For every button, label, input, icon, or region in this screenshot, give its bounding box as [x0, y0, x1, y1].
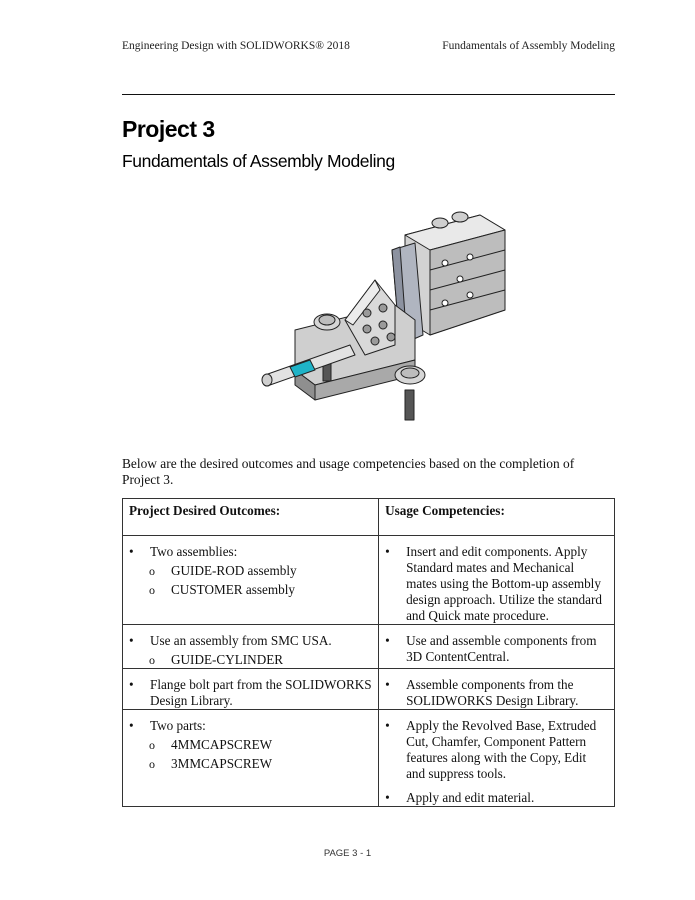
- column-header-competencies: Usage Competencies:: [379, 499, 615, 536]
- bullet-icon: •: [129, 633, 134, 648]
- outcome-text: Flange bolt part from the SOLIDWORKS Design Library.: [150, 677, 372, 708]
- column-header-outcomes: Project Desired Outcomes:: [123, 499, 379, 536]
- page-number-footer: PAGE 3 - 1: [323, 848, 372, 859]
- page-subtitle: Fundamentals of Assembly Modeling: [122, 151, 395, 171]
- sub-item: 3MMCAPSCREW: [171, 756, 273, 771]
- sub-item: CUSTOMER assembly: [171, 582, 295, 597]
- bullet-icon: •: [385, 544, 390, 559]
- competency-text: Apply the Revolved Base, Extruded Cut, Chamfer, Component Pattern features along with the Copy, Edit and suppress tools.: [406, 718, 597, 781]
- outcome-text: Two parts:: [150, 718, 206, 733]
- outcome-cell: [123, 625, 379, 669]
- outcome-cell: [123, 710, 379, 807]
- page-title: Project 3: [122, 116, 215, 142]
- sub-item: 4MMCAPSCREW: [171, 737, 273, 752]
- outcome-text: Use an assembly from SMC USA.: [150, 633, 332, 648]
- intro-paragraph: Below are the desired outcomes and usage competencies based on the completion of Project 3.: [122, 456, 575, 487]
- outcome-cell: [123, 669, 379, 710]
- header-rule: [122, 94, 615, 95]
- table-header-row: [123, 499, 615, 536]
- guide-rod-assembly-illustration: [255, 195, 515, 440]
- outcome-cell: [123, 536, 379, 625]
- competency-cell: [379, 625, 615, 669]
- table-row: [123, 536, 615, 625]
- circle-bullet-icon: o: [149, 583, 155, 597]
- competency-text: Assemble components from the SOLIDWORKS Design Library.: [406, 677, 579, 708]
- bullet-icon: •: [385, 790, 390, 805]
- competency-text: Insert and edit components. Apply Standard mates and Mechanical mates using the Bottom-up assembly design approach. Utilize the standard and Quick mate procedure.: [406, 544, 602, 623]
- table-row: [123, 710, 615, 807]
- table-row: [123, 625, 615, 669]
- competency-text: Apply and edit material.: [406, 790, 535, 805]
- competency-cell: [379, 536, 615, 625]
- running-header-left: Engineering Design with SOLIDWORKS® 2018: [122, 40, 350, 52]
- table-row: [123, 669, 615, 710]
- bullet-icon: •: [385, 633, 390, 648]
- sub-item: GUIDE-CYLINDER: [171, 652, 284, 667]
- competency-text: Use and assemble components from 3D ContentCentral.: [406, 633, 597, 664]
- competency-cell: [379, 669, 615, 710]
- running-header-right: Fundamentals of Assembly Modeling: [442, 40, 615, 52]
- outcome-text: Two assemblies:: [150, 544, 238, 559]
- bullet-icon: •: [129, 718, 134, 733]
- circle-bullet-icon: o: [149, 738, 155, 752]
- bullet-icon: •: [385, 677, 390, 692]
- circle-bullet-icon: o: [149, 653, 155, 667]
- circle-bullet-icon: o: [149, 757, 155, 771]
- sub-item: GUIDE-ROD assembly: [171, 563, 297, 578]
- circle-bullet-icon: o: [149, 564, 155, 578]
- competency-cell: [379, 710, 615, 807]
- bullet-icon: •: [129, 677, 134, 692]
- outcomes-competencies-table: [122, 498, 615, 807]
- bullet-icon: •: [385, 718, 390, 733]
- bullet-icon: •: [129, 544, 134, 559]
